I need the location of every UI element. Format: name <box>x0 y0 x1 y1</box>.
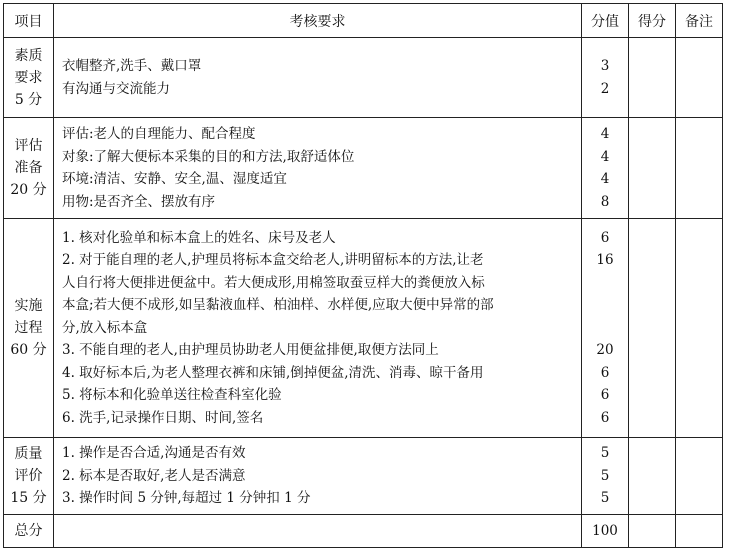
got-cell <box>629 38 676 118</box>
requirement-line: 2. 对于能自理的老人,护理员将标本盒交给老人,讲明留标本的方法,让老 <box>62 252 484 269</box>
requirement-line: 1. 核对化验单和标本盒上的姓名、床号及老人 <box>62 229 336 246</box>
header-row <box>4 4 723 38</box>
note-cell <box>676 438 723 515</box>
got-cell <box>629 219 676 438</box>
category-cell: 评估 准备 20 分 <box>4 118 54 219</box>
requirement-line: 有沟通与交流能力 <box>62 80 170 97</box>
requirement-line: 6. 洗手,记录操作日期、时间,签名 <box>62 409 264 426</box>
requirement-cell <box>54 438 582 515</box>
requirement-line: 对象:了解大便标本采集的目的和方法,取舒适体位 <box>62 148 355 165</box>
got-cell <box>629 515 676 548</box>
requirement-line: 2. 标本是否取好,老人是否满意 <box>62 467 246 484</box>
score-cell: 3 2 <box>582 38 629 118</box>
score-cell: 5 5 5 <box>582 438 629 515</box>
header-score: 分值 <box>582 4 629 38</box>
requirement-line: 4. 取好标本后,为老人整理衣裤和床铺,倒掉便盆,清洗、消毒、晾干备用 <box>62 364 484 381</box>
total-score: 100 <box>582 515 629 548</box>
total-row <box>4 515 723 548</box>
got-cell <box>629 438 676 515</box>
requirement-line: 本盒;若大便不成形,如呈黏液血样、柏油样、水样便,应取大便中异常的部 <box>62 297 494 314</box>
note-cell <box>676 118 723 219</box>
section-assessment-preparation <box>4 118 723 219</box>
section-implementation <box>4 219 723 438</box>
requirement-line: 用物:是否齐全、摆放有序 <box>62 193 216 210</box>
requirement-cell <box>54 118 582 219</box>
requirement-line: 5. 将标本和化验单送往检查科室化验 <box>62 387 282 404</box>
category-cell: 素质 要求 5 分 <box>4 38 54 118</box>
score-cell: 4 4 4 8 <box>582 118 629 219</box>
requirement-line: 3. 操作时间 5 分钟,每超过 1 分钟扣 1 分 <box>62 490 311 507</box>
requirement-line: 分,放入标本盒 <box>62 319 148 336</box>
total-label: 总分 <box>4 515 54 548</box>
got-cell <box>629 118 676 219</box>
requirement-line: 衣帽整齐,洗手、戴口罩 <box>62 58 202 74</box>
total-empty <box>54 515 582 548</box>
requirement-cell <box>54 38 582 118</box>
note-cell <box>676 219 723 438</box>
category-cell: 质量 评价 15 分 <box>4 438 54 515</box>
requirement-line: 人自行将大便排进便盆中。若大便成形,用棉签取蚕豆样大的粪便放入标 <box>62 274 485 291</box>
header-note: 备注 <box>676 4 723 38</box>
note-cell <box>676 515 723 548</box>
requirement-line: 1. 操作是否合适,沟通是否有效 <box>62 445 246 462</box>
requirement-cell <box>54 219 582 438</box>
header-got: 得分 <box>629 4 676 38</box>
assessment-table <box>3 3 723 548</box>
requirement-line: 环境:清洁、安静、安全,温、湿度适宜 <box>62 171 287 187</box>
score-cell: 6 16 20 6 6 6 <box>582 219 629 438</box>
requirement-line: 3. 不能自理的老人,由护理员协助老人用便盆排便,取便方法同上 <box>62 342 439 359</box>
header-item: 项目 <box>4 4 54 38</box>
header-requirement: 考核要求 <box>54 4 582 38</box>
note-cell <box>676 38 723 118</box>
requirement-line: 评估:老人的自理能力、配合程度 <box>62 126 256 142</box>
category-cell: 实施 过程 60 分 <box>4 219 54 438</box>
section-quality-requirement <box>4 38 723 118</box>
section-quality-evaluation <box>4 438 723 515</box>
